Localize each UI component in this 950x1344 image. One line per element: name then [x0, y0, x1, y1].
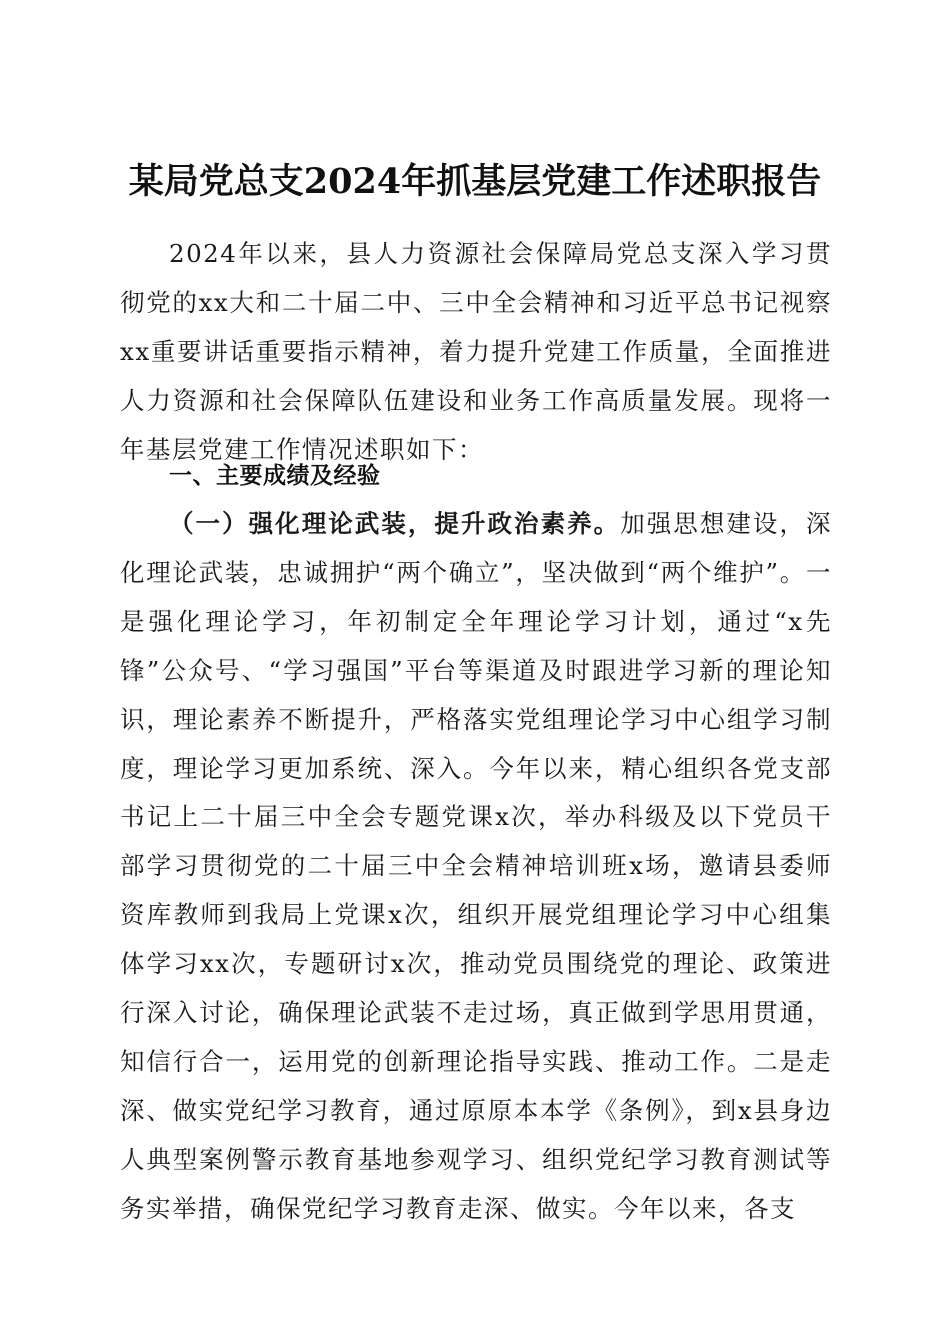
section-1-body — [120, 500, 832, 1234]
intro-block — [120, 230, 832, 475]
subsection-1-lead: （一）强化理论武装，提升政治素养。 — [169, 509, 621, 538]
document-title: 某局党总支2024年抓基层党建工作述职报告 — [128, 161, 822, 203]
intro-paragraph: 2024年以来，县人力资源社会保障局党总支深入学习贯彻党的xx大和二十届二中、三中全会精神和习近平总书记视察xx重要讲话重要指示精神，着力提升党建工作质量，全面推进人力资源和社会保障队伍建设和业务工作高质量发展。现将一年基层党建工作情况述职如下： — [120, 239, 832, 464]
subsection-1-text: 加强思想建设，深化理论武装，忠诚拥护“两个确立”，坚决做到“两个维护”。一是强化理论学习，年初制定全年理论学习计划，通过“x先锋”公众号、“学习强国”平台等渠道及时跟进学习新的理论知识，理论素养不断提升，严格落实党组理论学习中心组学习制度，理论学习更加系统、深入。今年以来，精心组织各党支部书记上二十届三中全会专题党课x次，举办科级及以下党员干部学习贯彻党的二十届三中全会精神培训班x场，邀请县委师资库教师到我局上党课x次，组织开展党组理论学习中心组集体学习xx次，专题研讨x次，推动党员围绕党的理论、政策进行深入讨论，确保理论武装不走过场，真正做到学思用贯通，知信行合一，运用党的创新理论指导实践、推动工作。二是走深、做实党纪学习教育，通过原原本本学《条例》，到x县身边人典型案例警示教育基地参观学习、组织党纪学习教育测试等务实举措，确保党纪学习教育走深、做实。今年以来，各支 — [120, 509, 833, 1223]
section-heading-main-achievements: 一、主要成绩及经验 — [169, 463, 381, 489]
subsection-1-paragraph — [120, 500, 832, 1234]
